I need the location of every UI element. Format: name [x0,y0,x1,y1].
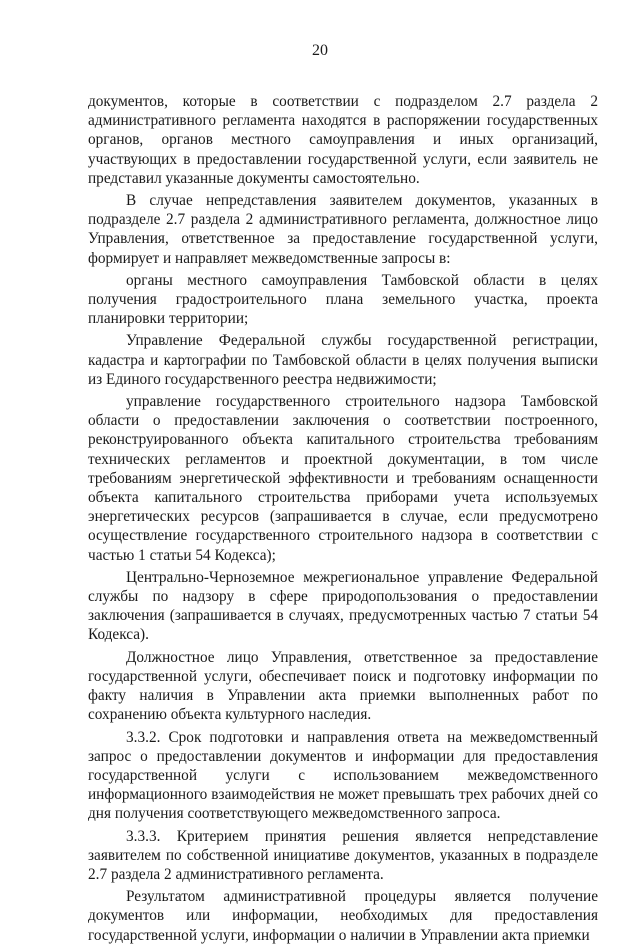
document-body [88,92,598,948]
paragraph: 3.3.2. Срок подготовки и направления ответа на межведомственный запрос о предоставлении документов и информации для предоставления государственной услуги с использованием межведомственного информационного взаимодействия не может превышать трех рабочих дней со дня получения соответствующего межведомственного запроса. [88,728,598,823]
paragraph: 3.3.3. Критерием принятия решения является непредставление заявителем по собственной инициативе документов, указанных в подразделе 2.7 раздела 2 административного регламента. [88,827,598,883]
paragraph: Должностное лицо Управления, ответственное за предоставление государственной услуги, обеспечивает поиск и подготовку информации по факту наличия в Управлении акта приемки выполненных работ по сохранению объекта культурного наследия. [88,648,598,724]
paragraph: Управление Федеральной службы государственной регистрации, кадастра и картографии по Тамбовской области в целях получения выписки из Единого государственного реестра недвижимости; [88,332,598,388]
paragraph: В случае непредставления заявителем документов, указанных в подразделе 2.7 раздела 2 административного регламента, должностное лицо Управления, ответственное за предоставление государственной услуги, формирует и направляет межведомственные запросы в: [88,192,598,267]
paragraph: документов, которые в соответствии с подразделом 2.7 раздела 2 административного регламента находятся в распоряжении государственных органов, органов местного самоуправления и иных организаций, участвующих в предоставлении государственной услуги, если заявитель не представил указанные документы самостоятельно. [88,93,598,187]
paragraph: Результатом административной процедуры является получение документов или информации, необходимых для предоставления государственной услуги, информации о наличии в Управлении акта приемки [88,888,598,944]
paragraph: Центрально-Черноземное межрегиональное управление Федеральной службы по надзору в сфере природопользования о предоставлении заключения (запрашивается в случаях, предусмотренных частью 7 статьи 54 Кодекса). [88,568,598,644]
page-number: 20 [312,42,328,59]
paragraph: органы местного самоуправления Тамбовской области в целях получения градостроительного плана земельного участка, проекта планировки территории; [88,271,598,328]
paragraph: управление государственного строительного надзора Тамбовской области о предоставлении заключения о соответствии построенного, реконструированного объекта капитального строительства требованиям технических регламентов и проектной документации, в том числе требованиям энергетической эффективности и требованиям оснащенности объекта капитального строительства приборами учета используемых энергетических ресурсов (запрашивается в случае, если предусмотрено осуществление государственного строительного надзора в соответствии с частью 1 статьи 54 Кодекса); [88,393,598,564]
